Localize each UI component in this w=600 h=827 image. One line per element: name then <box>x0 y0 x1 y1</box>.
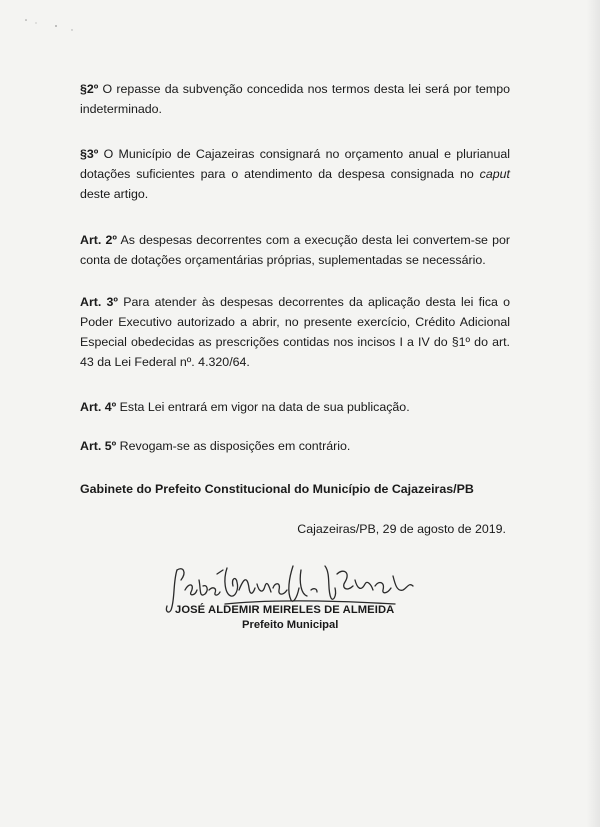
paragraph-text: O repasse da subvenção concedida nos termos desta lei será por tempo indeterminado. <box>80 82 510 116</box>
signatory-name: JOSÉ ALDEMIR MEIRELES DE ALMEIDA <box>175 604 395 616</box>
article-text: As despesas decorrentes com a execução desta lei convertem-se por conta de dotações orçamentárias próprias, suplementadas se necessário. <box>80 233 510 267</box>
article-label: Art. 4º <box>80 400 117 414</box>
paragraph-3 <box>80 144 510 204</box>
article-2 <box>80 230 510 270</box>
paragraph-2 <box>80 79 510 119</box>
article-text: Revogam-se as disposições em contrário. <box>119 439 351 453</box>
article-text: Esta Lei entrará em vigor na data de sua publicação. <box>119 400 410 414</box>
paragraph-label: §2º <box>80 82 99 96</box>
article-3 <box>80 292 510 372</box>
article-text: Para atender às despesas decorrentes da aplicação desta lei fica o Poder Executivo autorizado a abrir, no presente exercício, Crédito Adicional Especial obedecidas as prescrições contidas nos incisos I a IV do §1º do art. 43 da Lei Federal nº. 4.320/64. <box>80 295 511 369</box>
paragraph-text-end: deste artigo. <box>80 187 149 201</box>
scan-specks-decoration <box>22 12 82 42</box>
paragraph-text: O Município de Cajazeiras consignará no orçamento anual e plurianual dotações suficientes para o atendimento da despesa consignada no <box>80 147 510 181</box>
article-4 <box>80 397 510 417</box>
paragraph-italic-term: caput <box>479 167 510 181</box>
signatory-role: Prefeito Municipal <box>242 619 339 631</box>
article-label: Art. 3º <box>80 295 118 309</box>
article-label: Art. 2º <box>80 233 117 247</box>
article-label: Art. 5º <box>80 439 117 453</box>
place-date: Cajazeiras/PB, 29 de agosto de 2019. <box>297 522 506 536</box>
office-heading: Gabinete do Prefeito Constitucional do Município de Cajazeiras/PB <box>80 482 474 496</box>
paragraph-label: §3º <box>80 147 99 161</box>
article-5 <box>80 436 510 456</box>
